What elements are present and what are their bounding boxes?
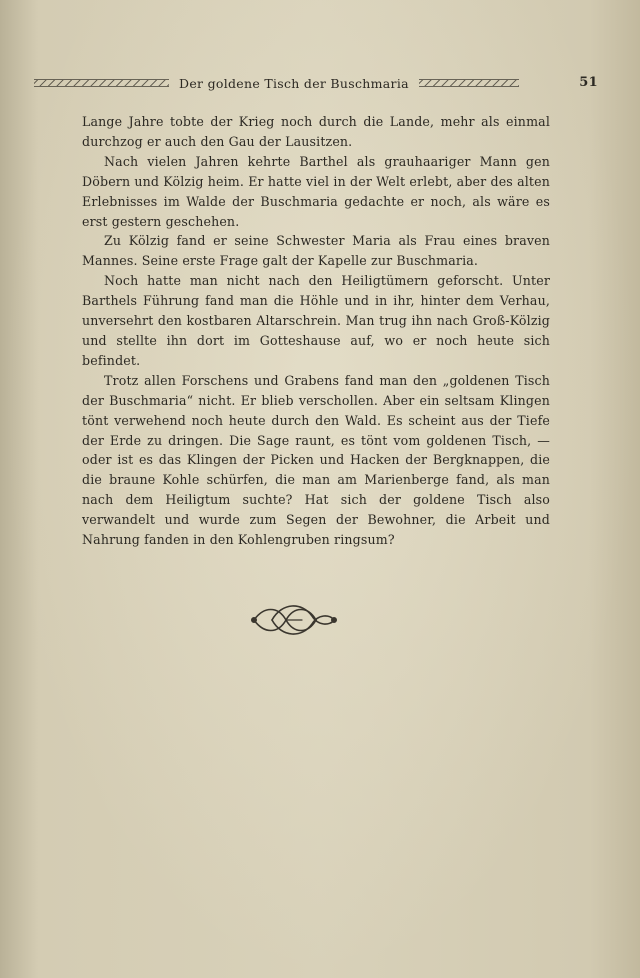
paragraph-4: Noch hatte man nicht nach den Heiligtümern geforscht. Unter Barthels Führung fand man die Höhle und in ihr, hinter dem Verhau, unversehrt den kostbaren Altarschrein. Man trug ihn nach Groß-Kölzig und stellte ihn dort im Gotteshause auf, wo er noch heute sich befindet. — [82, 273, 550, 368]
running-header — [34, 72, 598, 94]
body-text — [82, 112, 550, 550]
paragraph-1: Lange Jahre tobte der Krieg noch durch die Lande, mehr als einmal durchzog er auch den Gau der Lausitzen. — [82, 114, 550, 149]
header-title: Der goldene Tisch der Buschmaria — [179, 75, 409, 91]
scroll-flourish-icon — [250, 598, 338, 642]
paragraph-3: Zu Kölzig fand er seine Schwester Maria als Frau eines braven Mannes. Seine erste Frage galt der Kapelle zur Buschmaria. — [82, 233, 550, 269]
header-ornament-right — [419, 79, 519, 87]
header-ornament-left — [34, 79, 169, 87]
paragraph-2: Nach vielen Jahren kehrte Barthel als grauhaariger Mann gen Döbern und Kölzig heim. Er hatte viel in der Welt erlebt, aber des alten Erlebnisses im Walde der Buschmaria gedachte er noch, als wäre es erst gestern geschehen. — [82, 153, 550, 229]
page-number: 51 — [579, 75, 598, 90]
paragraph-5: Trotz allen Forschens und Grabens fand man den „goldenen Tisch der Buschmaria“ nicht. Er blieb verschollen. Aber ein seltsam Klingen tönt verwehend noch heute durch den Wald. Es scheint aus der Tiefe der Erde zu dringen. Die Sage raunt, es tönt vom goldenen Tisch, — oder ist es das Klingen der Picken und Hacken der Bergknappen, die die braune Kohle schürfen, die man am Marienberge fand, als man nach dem Heiligtum suchte? Hat sich der goldene Tisch also verwandelt und wurde zum Segen der Bewohner, die Arbeit und Nahrung fanden in den Kohlengruben ringsum? — [82, 372, 550, 548]
